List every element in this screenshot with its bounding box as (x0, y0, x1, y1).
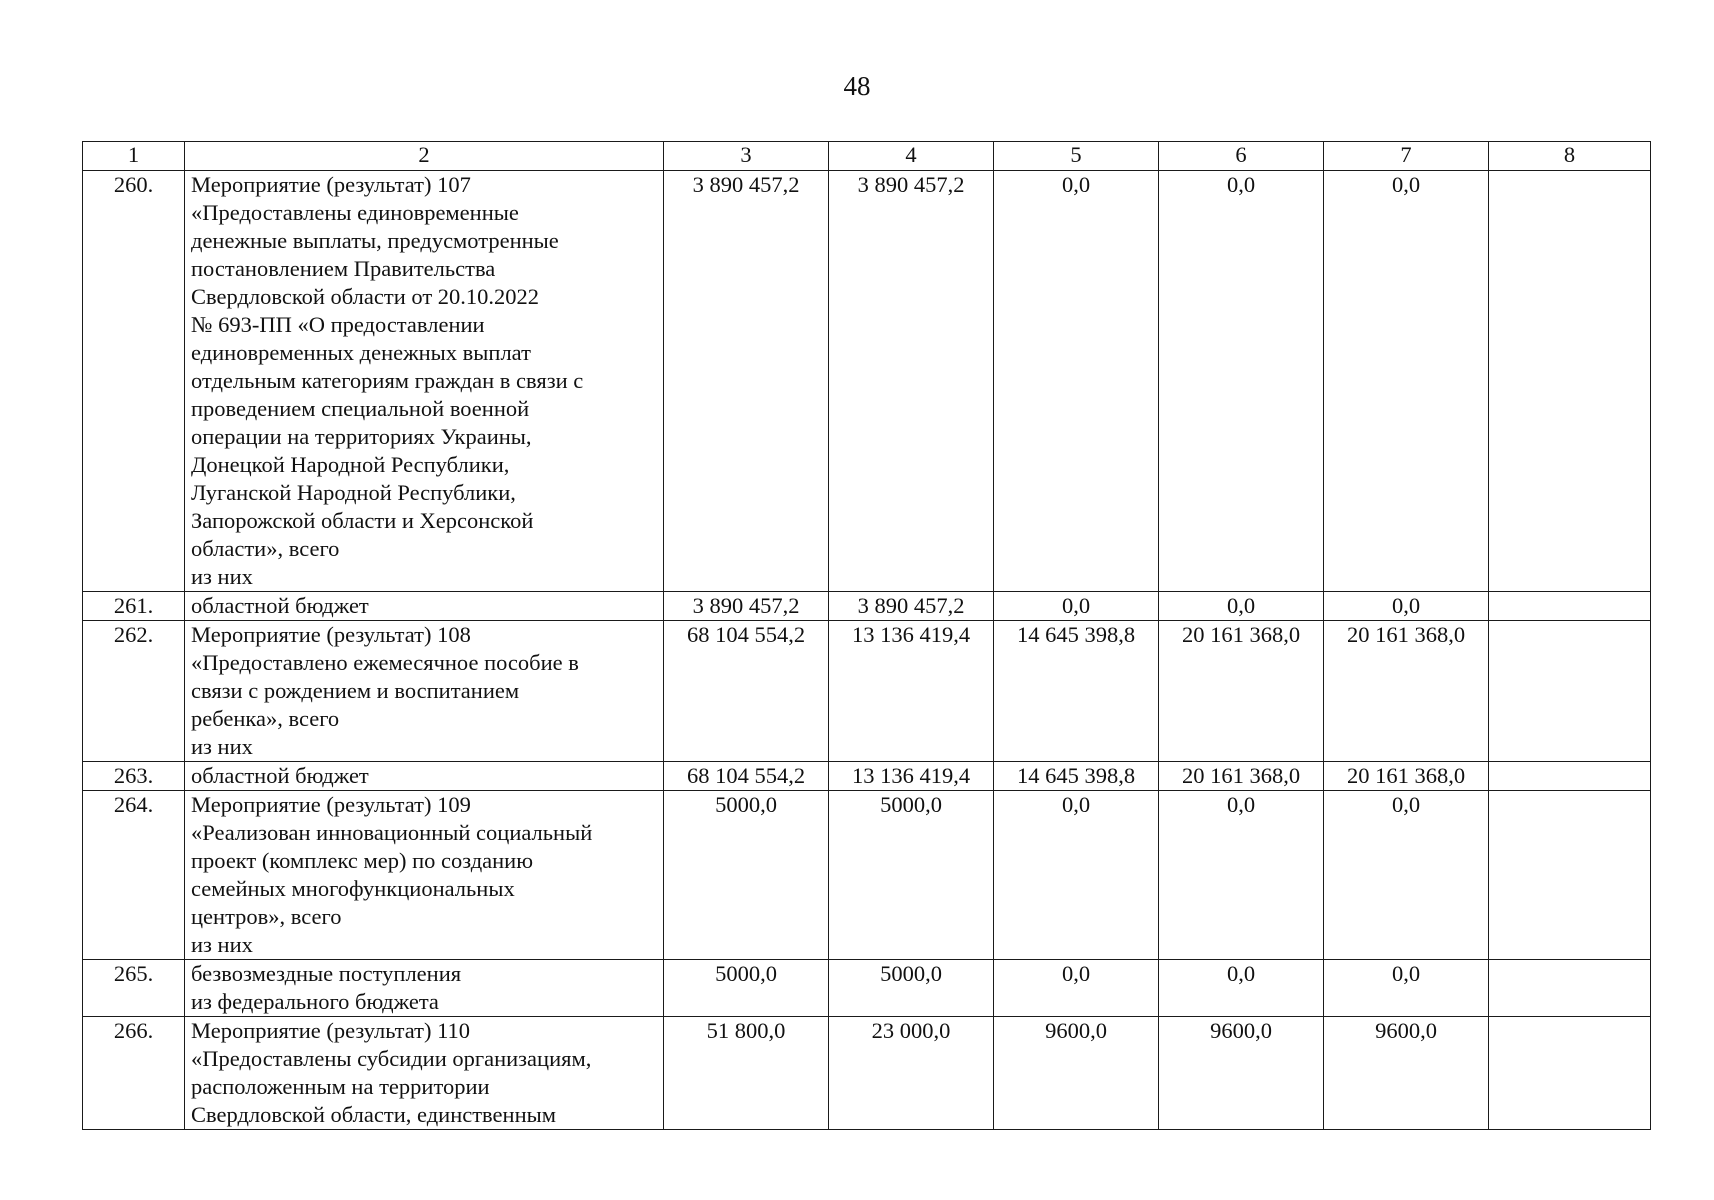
cell-col-8 (1489, 621, 1651, 762)
cell-col-5: 0,0 (994, 791, 1159, 960)
row-description: областной бюджет (185, 762, 664, 791)
cell-col-8 (1489, 592, 1651, 621)
row-description: Мероприятие (результат) 107 «Предоставлены единовременные денежные выплаты, предусмотренные постановлением Правительства Свердловской области от 20.10.2022 № 693-ПП «О предоставлении единовременных денежных выплат отдельным категориям граждан в связи с проведением специальной военной операции на территориях Украины, Донецкой Народной Республики, Луганской Народной Республики, Запорожской области и Херсонской области», всего из них (185, 171, 664, 592)
cell-col-7: 0,0 (1324, 592, 1489, 621)
cell-col-5: 14 645 398,8 (994, 621, 1159, 762)
cell-col-6: 20 161 368,0 (1159, 762, 1324, 791)
row-number: 262. (83, 621, 185, 762)
row-description: Мероприятие (результат) 110 «Предоставлены субсидии организациям, расположенным на территории Свердловской области, единственным (185, 1017, 664, 1130)
cell-col-7: 20 161 368,0 (1324, 762, 1489, 791)
row-description: областной бюджет (185, 592, 664, 621)
column-header-5: 5 (994, 142, 1159, 171)
column-header-6: 6 (1159, 142, 1324, 171)
column-header-2: 2 (185, 142, 664, 171)
row-number: 264. (83, 791, 185, 960)
row-description: безвозмездные поступления из федерального бюджета (185, 960, 664, 1017)
column-header-7: 7 (1324, 142, 1489, 171)
row-number: 265. (83, 960, 185, 1017)
cell-col-7: 20 161 368,0 (1324, 621, 1489, 762)
table-header-row (83, 142, 1651, 171)
cell-col-4: 13 136 419,4 (829, 762, 994, 791)
cell-col-3: 51 800,0 (664, 1017, 829, 1130)
row-number: 266. (83, 1017, 185, 1130)
column-header-3: 3 (664, 142, 829, 171)
table-row (83, 960, 1651, 1017)
cell-col-7: 9600,0 (1324, 1017, 1489, 1130)
cell-col-4: 3 890 457,2 (829, 592, 994, 621)
cell-col-8 (1489, 762, 1651, 791)
row-number: 260. (83, 171, 185, 592)
cell-col-4: 3 890 457,2 (829, 171, 994, 592)
cell-col-5: 9600,0 (994, 1017, 1159, 1130)
cell-col-4: 23 000,0 (829, 1017, 994, 1130)
row-description: Мероприятие (результат) 109 «Реализован инновационный социальный проект (комплекс мер) по созданию семейных многофункциональных центров», всего из них (185, 791, 664, 960)
cell-col-6: 0,0 (1159, 960, 1324, 1017)
cell-col-6: 9600,0 (1159, 1017, 1324, 1130)
cell-col-5: 0,0 (994, 592, 1159, 621)
table-row (83, 621, 1651, 762)
row-number: 261. (83, 592, 185, 621)
cell-col-4: 5000,0 (829, 960, 994, 1017)
table-row (83, 1017, 1651, 1130)
cell-col-8 (1489, 171, 1651, 592)
cell-col-3: 5000,0 (664, 960, 829, 1017)
row-description: Мероприятие (результат) 108 «Предоставлено ежемесячное пособие в связи с рождением и воспитанием ребенка», всего из них (185, 621, 664, 762)
cell-col-3: 3 890 457,2 (664, 171, 829, 592)
table-row (83, 592, 1651, 621)
column-header-8: 8 (1489, 142, 1651, 171)
column-header-4: 4 (829, 142, 994, 171)
cell-col-8 (1489, 1017, 1651, 1130)
cell-col-3: 5000,0 (664, 791, 829, 960)
cell-col-8 (1489, 791, 1651, 960)
page-number: 48 (843, 71, 871, 101)
table-row (83, 791, 1651, 960)
budget-table (82, 141, 1651, 1130)
cell-col-4: 13 136 419,4 (829, 621, 994, 762)
cell-col-5: 14 645 398,8 (994, 762, 1159, 791)
table-row (83, 171, 1651, 592)
column-header-1: 1 (83, 142, 185, 171)
cell-col-6: 0,0 (1159, 171, 1324, 592)
row-number: 263. (83, 762, 185, 791)
cell-col-6: 0,0 (1159, 592, 1324, 621)
cell-col-5: 0,0 (994, 171, 1159, 592)
cell-col-3: 3 890 457,2 (664, 592, 829, 621)
cell-col-5: 0,0 (994, 960, 1159, 1017)
cell-col-6: 0,0 (1159, 791, 1324, 960)
cell-col-8 (1489, 960, 1651, 1017)
cell-col-7: 0,0 (1324, 171, 1489, 592)
cell-col-6: 20 161 368,0 (1159, 621, 1324, 762)
cell-col-3: 68 104 554,2 (664, 621, 829, 762)
cell-col-7: 0,0 (1324, 960, 1489, 1017)
cell-col-3: 68 104 554,2 (664, 762, 829, 791)
cell-col-7: 0,0 (1324, 791, 1489, 960)
table-row (83, 762, 1651, 791)
cell-col-4: 5000,0 (829, 791, 994, 960)
